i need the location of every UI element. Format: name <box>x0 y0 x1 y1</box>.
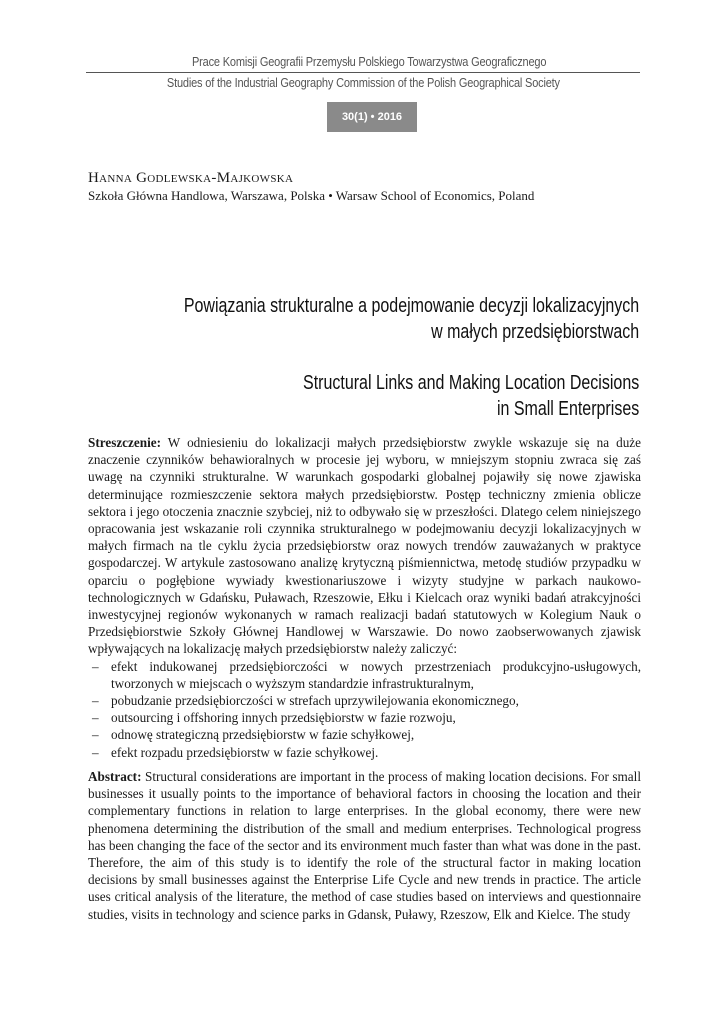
dash-marker: – <box>92 710 99 726</box>
list-item <box>92 709 641 726</box>
header-divider <box>86 72 640 73</box>
abstract-en-paragraph <box>88 768 641 923</box>
list-item-text: efekt indukowanej przedsiębiorczości w nowych przestrzeniach produkcyjno-usługowych, tworzonych w miejscach o wyższym standardzie infrastrukturalnym, <box>111 658 641 691</box>
dash-marker: – <box>92 727 99 743</box>
abstract-pl-text: W odniesieniu do lokalizacji małych przedsiębiorstw zwykle wskazuje się na duże znaczenie czynników behawioralnych w procesie jej wyboru, w mniejszym stopniu zwraca się zaś uwagę na czynniki strukturalne. W warunkach gospodarki globalnej pojawiły się nowe zjawiska determinujące rozmieszczenie sektora małych przedsiębiorstw. Postęp techniczny zmienia oblicze sektora i jego otoczenia znacznie szybciej, niż to odbywało się w przeszłości. Dlatego celem niniejszego opracowania jest wskazanie roli czynnika strukturalnego w podejmowaniu decyzji lokalizacyjnych w małych firmach na tle cyklu życia przedsiębiorstw oraz nowych trendów zauważanych w praktyce gospodarczej. W artykule zastosowano analizę krytyczną piśmiennictwa, metodę studiów przypadku w oparciu o pogłębione wywiady kwestionariuszowe i wizyty studyjne w parkach naukowo-technologicznych w Gdańsku, Puławach, Rzeszowie, Ełku i Kielcach oraz wyniki badań atrakcyjności inwestycyjnej regionów wykonanych w ramach realizacji badań statutowych w Kolegium Nauk o Przedsiębiorstwie Szkoły Głównej Handlowej w Warszawie. Do nowo zaobserwowanych zjawisk wpływających na lokalizację małych przedsiębiorstw należy zaliczyć: <box>88 435 641 657</box>
author-affiliation: Szkoła Główna Handlowa, Warszawa, Polska • Warsaw School of Economics, Poland <box>88 188 535 203</box>
abstract-pl-paragraph <box>88 434 641 658</box>
dash-marker: – <box>92 658 99 674</box>
issue-badge: 30(1) • 2016 <box>327 102 417 132</box>
article-title-pl <box>184 293 639 345</box>
list-item <box>92 744 641 761</box>
abstract-en-text: Structural considerations are important in the process of making location decisions. For small businesses it usually points to the importance of behavioral factors in choosing the location and their complementary functions in relation to large enterprises. In the global economy, there were new phenomena determining the distribution of the small and medium enterprises. Technological progress has been changing the face of the sector and its environment much faster than what was done in the past. Therefore, the aim of this study is to identify the role of the structural factor in making location decisions by small businesses against the Enterprise Life Cycle and new trends in practice. The article uses critical analysis of the literature, the method of case studies based on interviews and questionnaire studies, visits in technology and science parks in Gdansk, Puławy, Rzeszow, Elk and Kielce. The study <box>88 769 641 922</box>
list-item <box>92 692 641 709</box>
abstract-pl-bullet-list <box>88 658 641 761</box>
article-title-en <box>303 370 639 422</box>
dash-marker: – <box>92 744 99 760</box>
list-item <box>92 726 641 743</box>
list-item-text: pobudzanie przedsiębiorczości w strefach uprzywilejowania ekonomicznego, <box>111 693 519 709</box>
dash-marker: – <box>92 693 99 709</box>
list-item-text: outsourcing i offshoring innych przedsiębiorstw w fazie rozwoju, <box>111 710 456 726</box>
title-en-line-2: in Small Enterprises <box>496 398 639 420</box>
author-name: Hanna Godlewska-Majkowska <box>88 170 294 186</box>
title-en-line-1: Structural Links and Making Location Decisions <box>302 372 639 394</box>
journal-title-en: Studies of the Industrial Geography Commission of the Polish Geographical Society <box>166 76 560 90</box>
abstract-pl <box>88 434 641 761</box>
list-item-text: odnowę strategiczną przedsiębiorstw w fazie schyłkowej, <box>111 727 415 743</box>
abstract-en-label: Abstract: <box>88 769 142 784</box>
title-pl-line-2: w małych przedsiębiorstwach <box>430 321 639 343</box>
abstract-en <box>88 768 641 923</box>
list-item <box>92 658 641 692</box>
abstract-pl-label: Streszczenie: <box>88 435 161 450</box>
list-item-text: efekt rozpadu przedsiębiorstw w fazie schyłkowej. <box>111 744 379 760</box>
title-pl-line-1: Powiązania strukturalne a podejmowanie decyzji lokalizacyjnych <box>183 295 639 317</box>
journal-title-pl: Prace Komisji Geografii Przemysłu Polskiego Towarzystwa Geograficznego <box>192 55 547 69</box>
